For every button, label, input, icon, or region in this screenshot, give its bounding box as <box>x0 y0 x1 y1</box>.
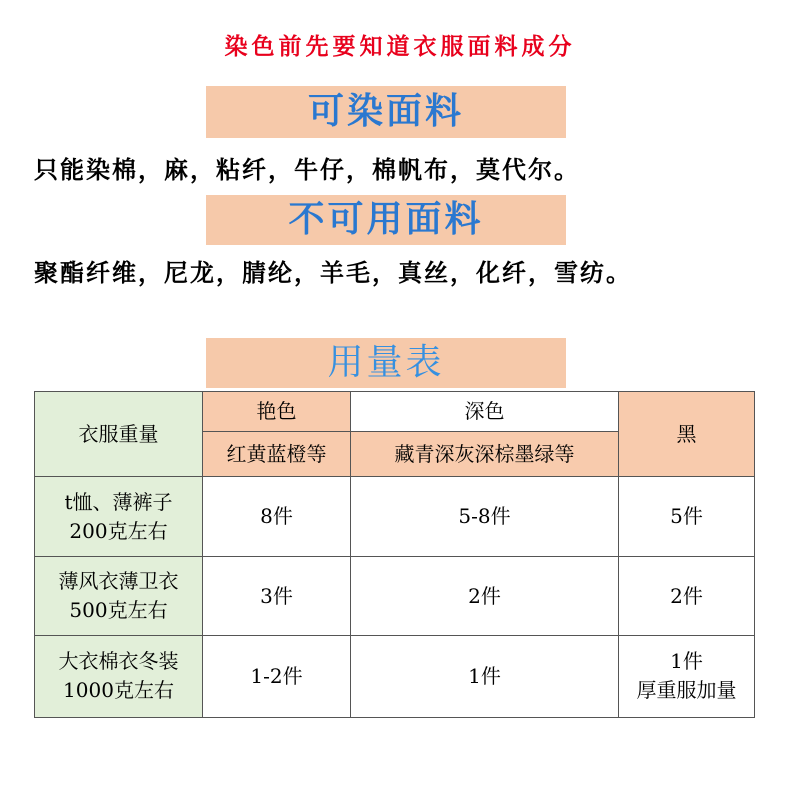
black-cell <box>619 635 755 717</box>
usage-table-heading: 用量表 <box>206 338 566 388</box>
weight-cell-line: 薄风衣薄卫衣 <box>58 569 179 594</box>
black-cell <box>619 557 755 635</box>
bright-color-header: 艳色 <box>203 392 351 432</box>
black-cell-line: 厚重服加量 <box>636 678 737 703</box>
non-dyeable-fabrics-text: 聚酯纤维，尼龙，腈纶，羊毛，真丝，化纤，雪纺。 <box>34 259 632 287</box>
black-cell-line: 5件 <box>670 504 703 529</box>
bright-cell: 1-2件 <box>203 635 351 717</box>
black-cell <box>619 477 755 557</box>
bright-cell: 3件 <box>203 557 351 635</box>
table-row <box>35 557 755 635</box>
weight-header: 衣服重量 <box>35 392 203 477</box>
black-cell-line: 1件 <box>670 649 703 674</box>
dyeable-fabrics-heading: 可染面料 <box>206 86 566 138</box>
weight-cell <box>35 557 203 635</box>
usage-table <box>34 391 755 718</box>
weight-cell-line: t恤、薄裤子 <box>64 489 173 514</box>
weight-cell-line: 1000克左右 <box>63 678 174 703</box>
bright-cell: 8件 <box>203 477 351 557</box>
dark-cell: 5-8件 <box>351 477 619 557</box>
weight-cell-line: 500克左右 <box>69 598 168 623</box>
table-row <box>35 477 755 557</box>
black-cell-line: 2件 <box>670 583 703 608</box>
black-color-header: 黑 <box>619 392 755 477</box>
weight-cell-line: 200克左右 <box>69 518 168 543</box>
dyeable-fabrics-text: 只能染棉，麻，粘纤，牛仔，棉帆布，莫代尔。 <box>34 156 580 184</box>
dark-cell: 2件 <box>351 557 619 635</box>
weight-cell <box>35 477 203 557</box>
weight-cell <box>35 635 203 717</box>
bright-color-examples: 红黄蓝橙等 <box>203 432 351 477</box>
table-row <box>35 635 755 717</box>
dark-color-header: 深色 <box>351 392 619 432</box>
dark-cell: 1件 <box>351 635 619 717</box>
dark-color-examples: 藏青深灰深棕墨绿等 <box>351 432 619 477</box>
weight-cell-line: 大衣棉衣冬装 <box>58 649 179 674</box>
non-dyeable-fabrics-heading: 不可用面料 <box>206 195 566 245</box>
page-title: 染色前先要知道衣服面料成分 <box>224 34 576 60</box>
